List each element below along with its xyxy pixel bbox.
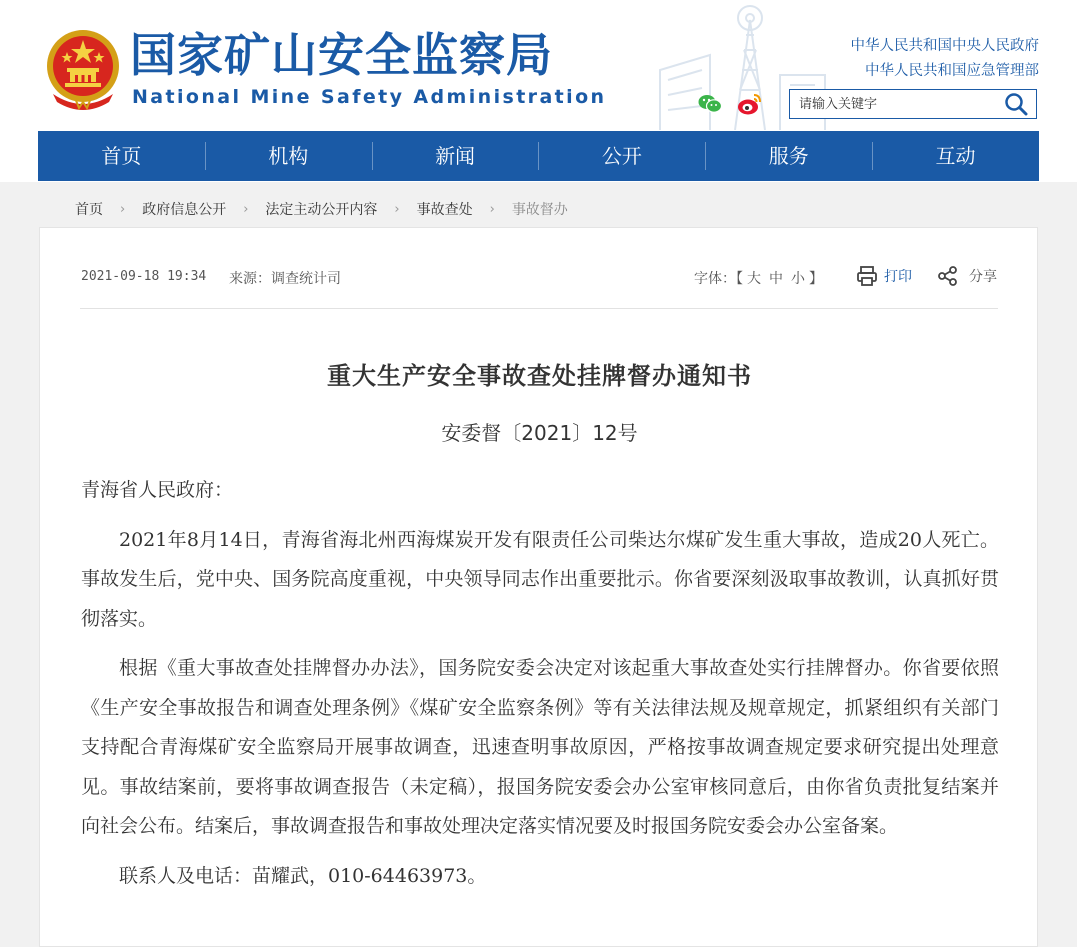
chevron-right-icon: › bbox=[120, 201, 126, 217]
weibo-icon[interactable] bbox=[737, 92, 762, 116]
main-nav bbox=[38, 131, 1039, 181]
wechat-icon[interactable] bbox=[698, 93, 722, 115]
chevron-right-icon: › bbox=[489, 201, 495, 217]
breadcrumb bbox=[75, 199, 568, 219]
font-large-button[interactable]: 大 bbox=[747, 271, 761, 287]
breadcrumb-home[interactable]: 首页 bbox=[75, 202, 103, 218]
font-small-button[interactable]: 小 bbox=[791, 271, 805, 287]
chevron-right-icon: › bbox=[243, 201, 249, 217]
emergency-ministry-link[interactable]: 中华人民共和国应急管理部 bbox=[865, 63, 1039, 79]
article-source: 来源：调查统计司 bbox=[229, 271, 341, 287]
search-box bbox=[789, 89, 1037, 119]
breadcrumb-statutory[interactable]: 法定主动公开内容 bbox=[265, 202, 378, 218]
document-number: 安委督〔2021〕12号 bbox=[441, 421, 638, 445]
nav-public[interactable]: 公开 bbox=[538, 131, 705, 181]
site-title-en: National Mine Safety Administration bbox=[132, 86, 607, 108]
meta-divider bbox=[80, 308, 998, 309]
search-input[interactable] bbox=[790, 90, 999, 118]
print-button[interactable] bbox=[856, 265, 912, 287]
nav-interaction[interactable]: 互动 bbox=[872, 131, 1039, 181]
article-panel bbox=[39, 227, 1038, 947]
breadcrumb-gov-info[interactable]: 政府信息公开 bbox=[142, 202, 227, 218]
salutation: 青海省人民政府： bbox=[81, 479, 234, 501]
breadcrumb-accident[interactable]: 事故查处 bbox=[416, 202, 473, 218]
print-label: 打印 bbox=[884, 269, 912, 285]
printer-icon bbox=[856, 265, 878, 287]
font-size-label: 字体：【 bbox=[694, 271, 743, 287]
font-size-bracket: 】 bbox=[809, 271, 823, 287]
site-title-cn: 国家矿山安全监察局 bbox=[130, 28, 553, 82]
paragraph-2: 根据《重大事故查处挂牌督办办法》，国务院安委会决定对该起重大事故查处实行挂牌督办。你省要依照《生产安全事故报告和调查处理条例》《煤矿安全监察条例》等有关法律法规及规章规定，抓紧组织有关部门支持配合青海煤矿安全监察局开展事故调查，迅速查明事故原因，严格按事故调查规定要求研究提出处理意见。事故结案前，要将事故调查报告（未定稿），报国务院安委会办公室审核同意后，由你省负责批复结案并向社会公布。结案后，事故调查报告和事故处理决定落实情况要及时报国务院安委会办公室备案。 bbox=[81, 657, 999, 837]
site-header bbox=[0, 0, 1077, 182]
nav-service[interactable]: 服务 bbox=[705, 131, 872, 181]
publish-date: 2021-09-18 19:34 bbox=[81, 269, 207, 284]
share-label: 分享 bbox=[969, 269, 997, 285]
paragraph-1: 2021年8月14日，青海省海北州西海煤炭开发有限责任公司柴达尔煤矿发生重大事故，造成20人死亡。事故发生后，党中央、国务院高度重视，中央领导同志作出重要批示。你省要深刻汲取事故教训，认真抓好贯彻落实。 bbox=[81, 528, 999, 630]
share-button[interactable] bbox=[937, 265, 997, 287]
national-emblem-icon bbox=[45, 28, 121, 110]
breadcrumb-current: 事故督办 bbox=[511, 202, 568, 218]
font-size-control bbox=[694, 268, 823, 288]
article-body bbox=[81, 471, 999, 896]
central-gov-link[interactable]: 中华人民共和国中央人民政府 bbox=[850, 38, 1039, 54]
article-title: 重大生产安全事故查处挂牌督办通知书 bbox=[327, 361, 752, 390]
font-medium-button[interactable]: 中 bbox=[769, 271, 783, 287]
nav-news[interactable]: 新闻 bbox=[372, 131, 539, 181]
paragraph-3: 联系人及电话：苗耀武，010-64463973。 bbox=[119, 864, 487, 887]
search-icon[interactable] bbox=[1002, 92, 1030, 116]
nav-home[interactable]: 首页 bbox=[101, 144, 142, 168]
share-icon bbox=[937, 265, 959, 287]
nav-organization[interactable]: 机构 bbox=[205, 131, 372, 181]
chevron-right-icon: › bbox=[394, 201, 400, 217]
